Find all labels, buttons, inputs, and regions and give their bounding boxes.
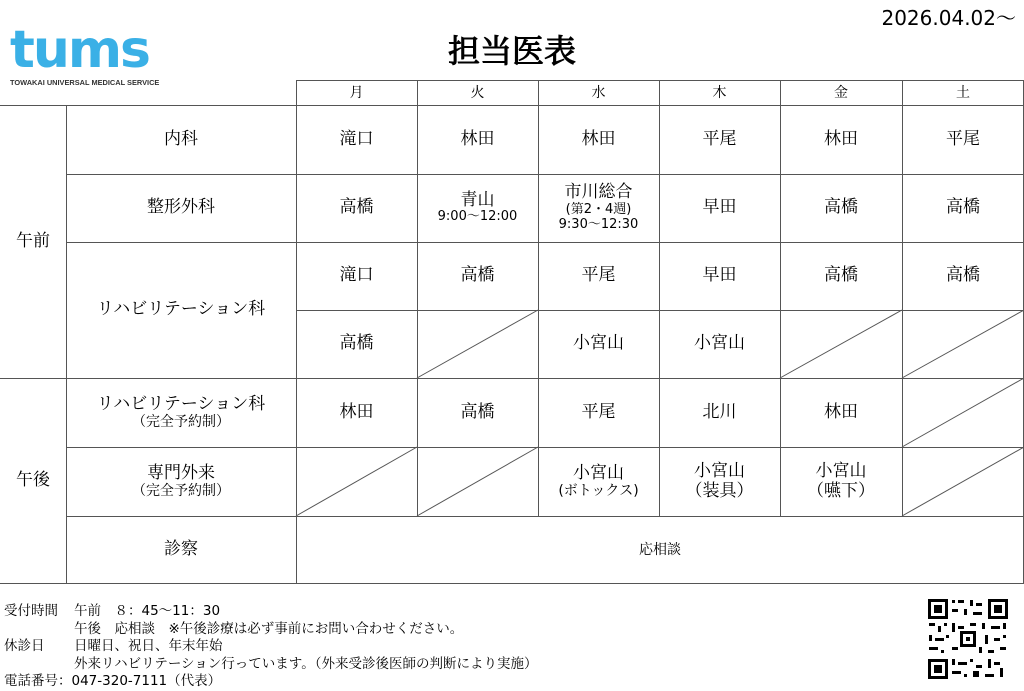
ortho-tue bbox=[417, 174, 538, 242]
rehab-pm-mon: 林田 bbox=[339, 401, 374, 422]
dept-special bbox=[66, 447, 296, 516]
internal-tue: 林田 bbox=[460, 129, 495, 150]
dept-internal: 内科 bbox=[164, 129, 198, 150]
rehab-am1-mon: 滝口 bbox=[339, 265, 374, 286]
footer-info bbox=[4, 603, 537, 691]
rehab-pm-tue: 高橋 bbox=[460, 401, 495, 422]
dept-rehab-am: リハビリテーション科 bbox=[96, 299, 266, 320]
ortho-wed-time: 9:30～12:30 bbox=[558, 216, 639, 232]
reception-am: 午前 ８：45～11：30 bbox=[74, 603, 221, 619]
section-pm: 午後 bbox=[16, 470, 50, 491]
internal-wed: 林田 bbox=[581, 129, 616, 150]
day-header-tue: 火 bbox=[470, 84, 485, 101]
qr-code-icon[interactable] bbox=[926, 597, 1010, 681]
ortho-sat: 高橋 bbox=[946, 197, 980, 218]
logo-subtitle: TOWAKAI UNIVERSAL MEDICAL SERVICE bbox=[10, 78, 160, 87]
rehab-am1-thu: 早田 bbox=[702, 265, 737, 286]
rehab-am2-wed: 小宮山 bbox=[573, 333, 624, 354]
dept-special-note: （完全予約制） bbox=[132, 483, 230, 500]
rehab-am2-thu: 小宮山 bbox=[694, 333, 745, 354]
day-header-sat: 土 bbox=[956, 84, 970, 101]
special-wed-name: 小宮山 bbox=[573, 462, 624, 483]
internal-thu: 平尾 bbox=[702, 129, 737, 150]
ortho-tue-time: 9:00～12:00 bbox=[437, 209, 518, 225]
rehab-am1-wed: 平尾 bbox=[581, 265, 616, 286]
rehab-am2-mon: 高橋 bbox=[339, 333, 374, 354]
ortho-tue-name: 青山 bbox=[460, 189, 495, 210]
dept-special-label: 専門外来 bbox=[147, 462, 215, 483]
ortho-wed-name: 市川総合 bbox=[564, 182, 633, 203]
dept-ortho: 整形外科 bbox=[147, 197, 215, 218]
schedule-table bbox=[0, 80, 1024, 584]
closed-days: 日曜日、祝日、年末年始 bbox=[74, 638, 223, 654]
rehab-am1-tue: 高橋 bbox=[460, 265, 495, 286]
ortho-wed bbox=[538, 174, 659, 242]
special-fri bbox=[780, 447, 902, 516]
dept-rehab-pm-label: リハビリテーション科 bbox=[96, 393, 266, 414]
internal-fri: 林田 bbox=[824, 129, 858, 150]
special-fri-note: （嚥下） bbox=[807, 480, 875, 501]
ortho-wed-note: (第2・4週) bbox=[565, 201, 632, 217]
section-am: 午前 bbox=[16, 231, 50, 252]
schedule-date: 2026.04.02～ bbox=[881, 6, 1016, 30]
dept-rehab-pm-note: （完全予約制） bbox=[132, 414, 230, 431]
internal-sat: 平尾 bbox=[946, 129, 980, 150]
internal-mon: 滝口 bbox=[339, 129, 374, 150]
phone-number: 電話番号：047-320-7111（代表） bbox=[4, 673, 222, 689]
special-thu-note: （装具） bbox=[685, 480, 754, 501]
rehab-pm-thu: 北川 bbox=[702, 401, 737, 422]
reception-pm: 午後 応相談 ※午後診療は必ず事前にお問い合わせください。 bbox=[74, 620, 464, 637]
day-header-wed: 水 bbox=[591, 84, 606, 101]
ortho-thu: 早田 bbox=[702, 197, 737, 218]
reception-label: 受付時間 bbox=[4, 603, 58, 619]
dept-rehab-pm bbox=[66, 378, 296, 447]
exam-all-days: 応相談 bbox=[639, 541, 681, 558]
rehab-pm-fri: 林田 bbox=[824, 401, 858, 422]
day-header-mon: 月 bbox=[349, 84, 364, 101]
special-wed bbox=[538, 447, 659, 516]
rehab-am1-fri: 高橋 bbox=[824, 265, 858, 286]
special-wed-note: (ボトックス) bbox=[558, 483, 639, 500]
page-title: 担当医表 bbox=[447, 32, 576, 70]
rehab-pm-wed: 平尾 bbox=[581, 401, 616, 422]
ortho-fri: 高橋 bbox=[824, 197, 858, 218]
day-header-fri: 金 bbox=[834, 84, 848, 101]
closed-label: 休診日 bbox=[4, 638, 45, 654]
rehab-note: 外来リハビリテーション行っています。（外来受診後医師の判断により実施） bbox=[74, 655, 538, 672]
special-thu bbox=[659, 447, 780, 516]
logo-text: tums bbox=[10, 20, 150, 80]
special-thu-name: 小宮山 bbox=[694, 460, 745, 481]
day-header-thu: 木 bbox=[712, 84, 727, 101]
ortho-mon: 高橋 bbox=[339, 197, 374, 218]
dept-exam: 診察 bbox=[164, 539, 198, 560]
rehab-am1-sat: 高橋 bbox=[946, 265, 980, 286]
special-fri-name: 小宮山 bbox=[815, 460, 867, 481]
